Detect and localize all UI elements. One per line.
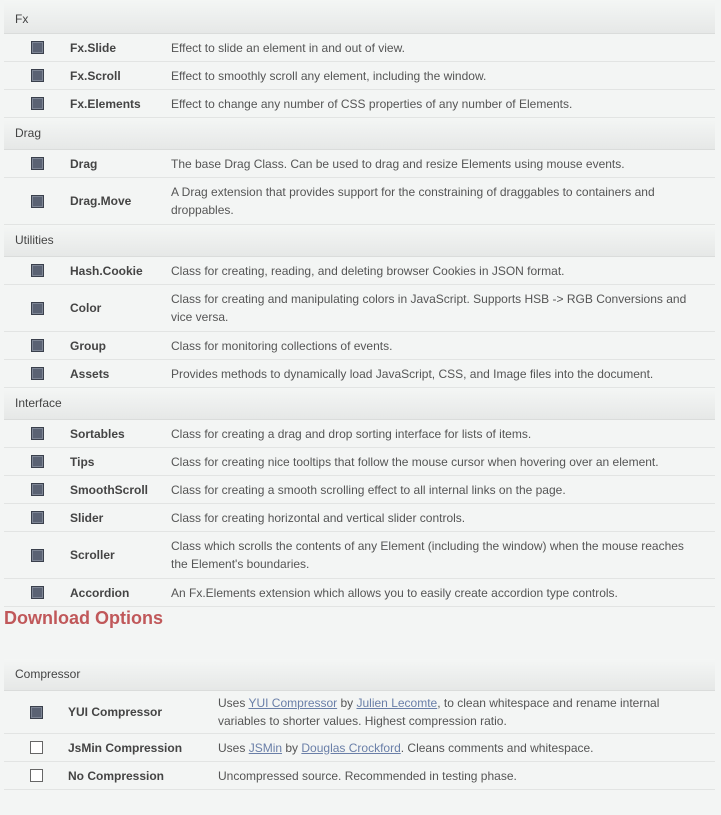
compressor-name: No Compression: [68, 768, 165, 783]
component-description: A Drag extension that provides support for the constraining of draggables to containers and droppables.: [171, 185, 655, 217]
component-name: Slider: [70, 510, 104, 525]
text-uses: Uses: [218, 740, 249, 755]
text-jsmin-rest: . Cleans comments and whitespace.: [400, 740, 594, 755]
component-row-tips[interactable]: [4, 448, 715, 476]
checkbox-checked[interactable]: [31, 302, 44, 315]
text-by: by: [282, 740, 302, 755]
component-description: An Fx.Elements extension which allows you to easily create accordion type controls.: [171, 585, 618, 600]
checkbox-checked[interactable]: [31, 427, 44, 440]
compressor-row-jsmin[interactable]: [4, 734, 715, 762]
component-name: Scroller: [70, 548, 115, 562]
component-description: The base Drag Class. Can be used to drag and resize Elements using mouse events.: [171, 156, 625, 171]
component-description: Class for creating a drag and drop sorting interface for lists of items.: [171, 426, 532, 441]
component-description: Class for creating and manipulating colors in JavaScript. Supports HSB -> RGB Conversions and vice versa.: [171, 292, 687, 324]
checkbox-checked[interactable]: [31, 41, 44, 54]
text-uses: Uses: [218, 696, 249, 710]
download-options-title: Download Options: [4, 608, 163, 628]
text-by: by: [337, 696, 357, 710]
component-row-smoothscroll[interactable]: [4, 476, 715, 504]
section-header-compressor: Compressor: [4, 659, 715, 691]
component-name: Fx.Scroll: [70, 68, 121, 83]
text-yui-rest: , to clean whitespace and rename internal variables to shorter values. Highest compression ratio.: [218, 696, 660, 728]
component-row-hash-cookie[interactable]: [4, 257, 715, 285]
compressor-name: JsMin Compression: [68, 740, 183, 755]
component-description: Class for creating, reading, and deleting browser Cookies in JSON format.: [171, 263, 565, 278]
link-jsmin[interactable]: JSMin: [248, 740, 283, 755]
compressor-table: [4, 659, 715, 790]
component-name: Hash.Cookie: [70, 263, 143, 278]
component-name: Fx.Elements: [70, 96, 141, 111]
component-description: Class which scrolls the contents of any Element (including the window) when the mouse reaches the Element's boundaries.: [171, 539, 684, 571]
component-name: Group: [70, 338, 106, 353]
checkbox-checked[interactable]: [31, 586, 44, 599]
component-description: Effect to smoothly scroll any element, including the window.: [171, 68, 487, 83]
compressor-description: Uncompressed source. Recommended in testing phase.: [218, 768, 517, 783]
checkbox-checked[interactable]: [31, 549, 44, 562]
component-name: Fx.Slide: [70, 40, 117, 55]
checkbox-checked[interactable]: [31, 339, 44, 352]
checkbox-checked[interactable]: [31, 264, 44, 277]
component-description: Provides methods to dynamically load JavaScript, CSS, and Image files into the document.: [171, 366, 654, 381]
radio-checked[interactable]: [30, 706, 43, 719]
component-name: Drag: [70, 156, 98, 171]
component-row-assets[interactable]: [4, 360, 715, 388]
component-description: Class for creating a smooth scrolling effect to all internal links on the page.: [171, 482, 566, 497]
checkbox-checked[interactable]: [31, 367, 44, 380]
compressor-description: [218, 694, 715, 730]
component-row-color[interactable]: [4, 285, 715, 332]
component-row-fx-scroll[interactable]: [4, 62, 715, 90]
radio-unchecked[interactable]: [30, 769, 43, 782]
section-header-fx: Fx: [4, 0, 715, 34]
component-row-scroller[interactable]: [4, 532, 715, 579]
component-description: Effect to change any number of CSS properties of any number of Elements.: [171, 96, 573, 111]
link-julien-lecomte[interactable]: Julien Lecomte: [356, 696, 438, 710]
component-name: SmoothScroll: [70, 482, 149, 497]
component-name: Sortables: [70, 426, 125, 441]
component-row-drag-move[interactable]: [4, 178, 715, 225]
component-description: Class for monitoring collections of events.: [171, 338, 393, 353]
component-row-fx-slide[interactable]: [4, 34, 715, 62]
component-name: Accordion: [70, 585, 130, 600]
component-row-group[interactable]: [4, 332, 715, 360]
checkbox-checked[interactable]: [31, 483, 44, 496]
component-description: Class for creating horizontal and vertical slider controls.: [171, 510, 466, 525]
checkbox-checked[interactable]: [31, 69, 44, 82]
section-header-utilities: Utilities: [4, 225, 715, 257]
component-row-accordion[interactable]: [4, 579, 715, 607]
section-header-interface: Interface: [4, 388, 715, 420]
section-header-drag: Drag: [4, 118, 715, 150]
compressor-row-yui[interactable]: [4, 691, 715, 734]
checkbox-checked[interactable]: [31, 511, 44, 524]
component-description: Effect to slide an element in and out of view.: [171, 40, 405, 55]
component-name: Drag.Move: [70, 194, 132, 208]
link-douglas-crockford[interactable]: Douglas Crockford: [301, 740, 401, 755]
component-name: Color: [70, 301, 102, 315]
compressor-description: [218, 739, 715, 757]
link-yui-compressor[interactable]: YUI Compressor: [248, 696, 338, 710]
component-row-sortables[interactable]: [4, 420, 715, 448]
compressor-row-none[interactable]: [4, 762, 715, 790]
radio-unchecked[interactable]: [30, 741, 43, 754]
checkbox-checked[interactable]: [31, 195, 44, 208]
component-row-fx-elements[interactable]: [4, 90, 715, 118]
component-name: Assets: [70, 366, 110, 381]
component-row-slider[interactable]: [4, 504, 715, 532]
checkbox-checked[interactable]: [31, 97, 44, 110]
component-row-drag[interactable]: [4, 150, 715, 178]
checkbox-checked[interactable]: [31, 157, 44, 170]
compressor-name: YUI Compressor: [68, 705, 163, 719]
component-name: Tips: [70, 454, 95, 469]
components-table: [4, 0, 715, 607]
component-description: Class for creating nice tooltips that follow the mouse cursor when hovering over an element.: [171, 454, 659, 469]
checkbox-checked[interactable]: [31, 455, 44, 468]
